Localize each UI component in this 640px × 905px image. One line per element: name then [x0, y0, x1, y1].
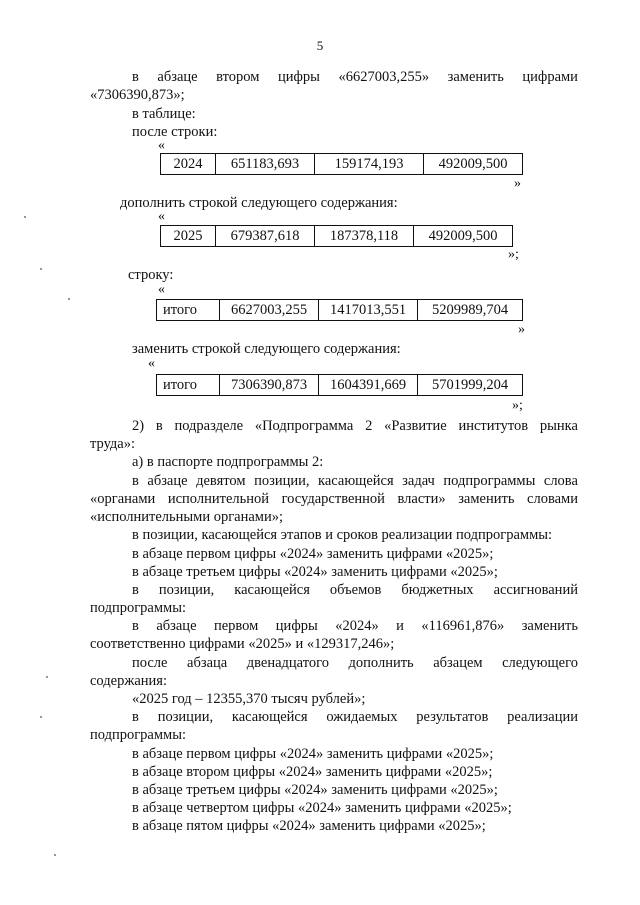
section2-line-1 — [132, 417, 578, 435]
budget-first-line-1 — [132, 617, 578, 635]
after-twelfth-line-2: содержания: — [90, 673, 168, 689]
word: реализации — [507, 709, 578, 725]
word: государственной — [281, 491, 385, 507]
table-cell-year: 2024 — [161, 154, 216, 175]
word: в — [132, 473, 139, 489]
table-cell: 1417013,551 — [319, 300, 418, 321]
word: позиции, — [158, 582, 215, 598]
word: бюджетных — [401, 582, 474, 598]
word: двенадцатого — [246, 655, 329, 671]
scan-speck — [40, 268, 42, 270]
table-row — [161, 154, 523, 175]
replace-row-text: заменить строкой следующего содержания: — [132, 341, 401, 357]
page-number: 5 — [316, 38, 324, 53]
word: в — [155, 418, 163, 434]
table-row — [161, 226, 513, 247]
word: слова — [543, 473, 578, 489]
word: результатов — [416, 709, 489, 725]
table-row — [157, 375, 523, 396]
word: подразделе — [174, 418, 244, 434]
word: «органами — [90, 491, 156, 507]
word: абзаце — [156, 618, 197, 634]
quote-open: « — [158, 282, 165, 297]
word: словами — [527, 491, 578, 507]
results-item: в абзаце втором цифры «2024» заменить цифрами «2025»; — [132, 764, 493, 780]
word: «116961,876» — [421, 618, 505, 634]
intro-line-2: «7306390,873»; — [90, 87, 185, 103]
budget-line-2: подпрограммы: — [90, 600, 186, 616]
word: позиции, — [157, 709, 214, 725]
word: власти» — [397, 491, 446, 507]
word: первом — [213, 618, 259, 634]
results-item: в абзаце четвертом цифры «2024» заменить цифрами «2025»; — [132, 800, 512, 816]
in-table-text: в таблице: — [132, 106, 196, 122]
word: касающейся — [231, 709, 308, 725]
word: абзаца — [187, 655, 228, 671]
table-cell: 492009,500 — [414, 226, 513, 247]
results-line-1 — [132, 708, 578, 726]
word: 2) — [132, 418, 145, 434]
table-cell: 1604391,669 — [319, 375, 418, 396]
stages-position-text: в позиции, касающейся этапов и сроков реализации подпрограммы: — [132, 527, 553, 543]
results-item: в абзаце третьем цифры «2024» заменить цифрами «2025»; — [132, 782, 498, 798]
after-twelfth-line-1 — [132, 654, 578, 672]
word: в — [132, 582, 139, 598]
word: подпрограммы — [443, 473, 536, 489]
scan-speck — [40, 716, 42, 718]
table-row — [157, 300, 523, 321]
quote-close: » — [514, 176, 521, 191]
scan-speck — [24, 216, 26, 218]
word: «Подпрограмма — [254, 418, 354, 434]
word: абзаце — [157, 69, 198, 85]
ninth-line-1 — [132, 472, 578, 490]
word: после — [132, 655, 168, 671]
stages-first-text: в абзаце первом цифры «2024» заменить цифрами «2025»; — [132, 546, 494, 562]
budget-first-line-2: соответственно цифрами «2025» и «129317,246»; — [90, 636, 395, 652]
passport-text: а) в паспорте подпрограммы 2: — [132, 454, 324, 470]
word: ожидаемых — [326, 709, 398, 725]
scan-speck — [46, 676, 48, 678]
stages-third-text: в абзаце третьем цифры «2024» заменить цифрами «2025»; — [132, 564, 498, 580]
quote-close: » — [518, 322, 525, 337]
word: касающейся — [318, 473, 394, 489]
table-cell: 5209989,704 — [418, 300, 523, 321]
table-total-old — [156, 299, 523, 321]
table-cell: 5701999,204 — [418, 375, 523, 396]
table-total-new — [156, 374, 523, 396]
word: объемов — [329, 582, 382, 598]
word: ассигнований — [493, 582, 578, 598]
word: дополнить — [348, 655, 414, 671]
word: 2 — [365, 418, 373, 434]
table-cell: 679387,618 — [216, 226, 315, 247]
word: заменить — [447, 69, 504, 85]
word: рынка — [539, 418, 578, 434]
word: заменить — [521, 618, 578, 634]
word: задач — [402, 473, 435, 489]
word: заменить — [458, 491, 515, 507]
word: абзаце — [147, 473, 188, 489]
word: и — [396, 618, 404, 634]
quote-open: « — [158, 209, 165, 224]
word: институтов — [458, 418, 529, 434]
scan-speck — [54, 854, 56, 856]
table-cell: 651183,693 — [216, 154, 315, 175]
table-cell: 6627003,255 — [220, 300, 319, 321]
table-cell-year: 2025 — [161, 226, 216, 247]
table-cell: 187378,118 — [315, 226, 414, 247]
year-2025-amount: «2025 год – 12355,370 тысяч рублей»; — [132, 691, 366, 707]
word: в — [132, 709, 139, 725]
ninth-line-2 — [90, 490, 578, 508]
section2-line-2: труда»: — [90, 436, 136, 452]
table-cell-total-label: итого — [157, 375, 220, 396]
table-after-row — [160, 153, 523, 175]
ninth-line-3: «исполнительными органами»; — [90, 509, 283, 525]
quote-open: « — [148, 356, 155, 371]
intro-line-1 — [132, 68, 578, 86]
word: «6627003,255» — [338, 69, 430, 85]
budget-line-1 — [132, 581, 578, 599]
quote-close-semicolon: »; — [508, 247, 519, 262]
word: исполнительной — [167, 491, 270, 507]
results-item: в абзаце первом цифры «2024» заменить цифрами «2025»; — [132, 746, 494, 762]
word: девятом — [196, 473, 246, 489]
word: цифры — [277, 69, 320, 85]
word: следующего — [502, 655, 578, 671]
after-row-text: после строки: — [132, 124, 218, 140]
word: в — [132, 618, 139, 634]
row-text: строку: — [128, 267, 174, 283]
word: втором — [216, 69, 260, 85]
quote-open: « — [158, 138, 165, 153]
table-cell: 159174,193 — [315, 154, 424, 175]
word: «Развитие — [384, 418, 447, 434]
table-cell: 7306390,873 — [220, 375, 319, 396]
results-item: в абзаце пятом цифры «2024» заменить цифрами «2025»; — [132, 818, 486, 834]
word: абзацем — [433, 655, 483, 671]
word: «2024» — [335, 618, 379, 634]
word: в — [132, 69, 139, 85]
quote-close-semicolon: »; — [512, 398, 523, 413]
table-cell-total-label: итого — [157, 300, 220, 321]
table-new-row — [160, 225, 513, 247]
scan-speck — [68, 298, 70, 300]
table-cell: 492009,500 — [424, 154, 523, 175]
word: цифры — [275, 618, 318, 634]
results-line-2: подпрограммы: — [90, 727, 186, 743]
word: касающейся — [234, 582, 310, 598]
word: позиции, — [254, 473, 310, 489]
add-row-text: дополнить строкой следующего содержания: — [120, 195, 398, 211]
word: цифрами — [522, 69, 578, 85]
